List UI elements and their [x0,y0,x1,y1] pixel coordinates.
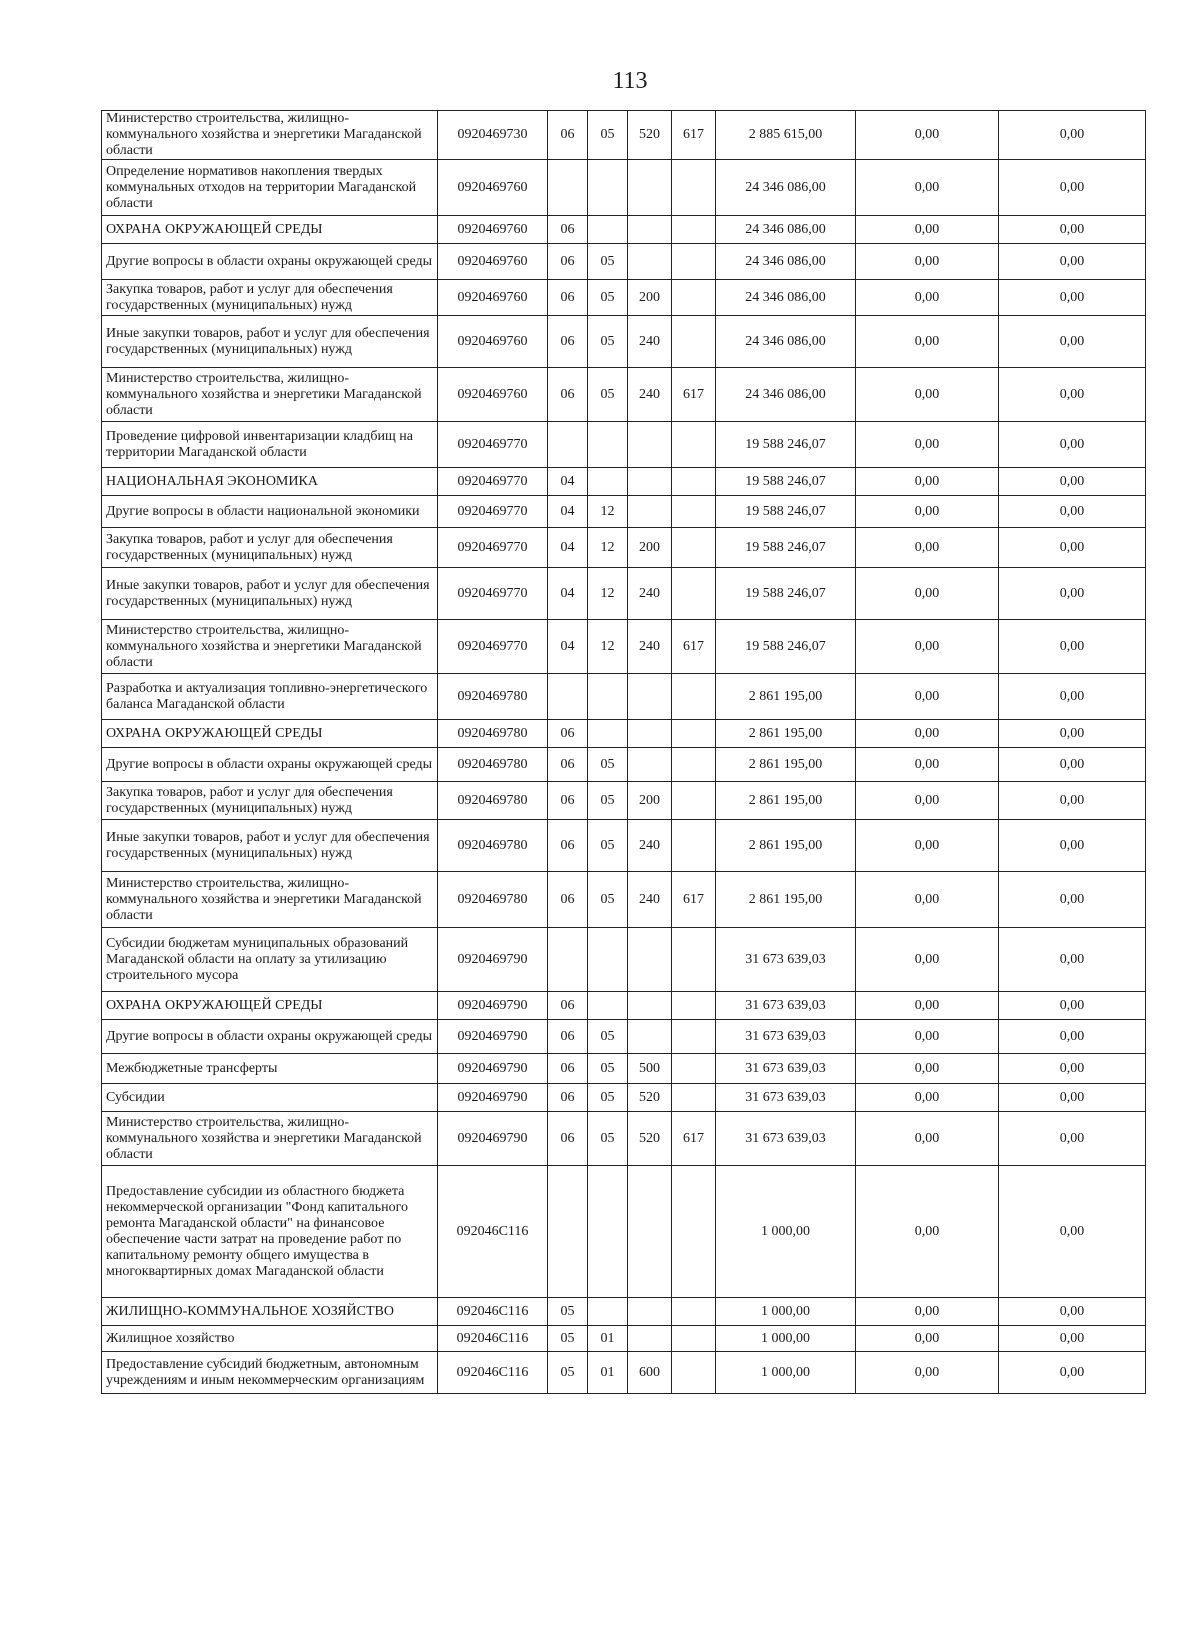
cell-name: НАЦИОНАЛЬНАЯ ЭКОНОМИКА [102,468,438,496]
budget-table [101,110,1146,1394]
cell-pr: 05 [588,1020,628,1054]
cell-rz [548,160,588,216]
cell-y2: 0,00 [856,468,999,496]
cell-y3: 0,00 [999,1298,1146,1326]
cell-name: Межбюджетные трансферты [102,1054,438,1084]
cell-vr [628,928,672,992]
cell-y3: 0,00 [999,1352,1146,1394]
cell-name: Другие вопросы в области охраны окружающей среды [102,244,438,280]
cell-gr [672,1084,716,1112]
cell-gr [672,244,716,280]
cell-pr [588,992,628,1020]
table-row [102,1298,1146,1326]
table-row [102,1352,1146,1394]
cell-y3: 0,00 [999,496,1146,528]
cell-pr: 01 [588,1352,628,1394]
cell-name: Закупка товаров, работ и услуг для обеспечения государственных (муниципальных) нужд [102,528,438,568]
cell-y3: 0,00 [999,748,1146,782]
cell-y3: 0,00 [999,1112,1146,1166]
cell-sum: 19 588 246,07 [716,568,856,620]
cell-y2: 0,00 [856,368,999,422]
cell-sum: 24 346 086,00 [716,216,856,244]
table-row [102,748,1146,782]
cell-code: 0920469770 [438,422,548,468]
cell-code: 0920469790 [438,1054,548,1084]
cell-gr: 617 [672,620,716,674]
cell-sum: 31 673 639,03 [716,1020,856,1054]
cell-name: Разработка и актуализация топливно-энергетического баланса Магаданской области [102,674,438,720]
cell-rz [548,674,588,720]
table-row [102,620,1146,674]
cell-pr: 05 [588,1112,628,1166]
cell-pr [588,216,628,244]
cell-sum: 24 346 086,00 [716,316,856,368]
table-row [102,422,1146,468]
cell-rz: 06 [548,992,588,1020]
cell-name: ОХРАНА ОКРУЖАЮЩЕЙ СРЕДЫ [102,992,438,1020]
cell-gr [672,720,716,748]
cell-name: Другие вопросы в области охраны окружающей среды [102,748,438,782]
cell-y3: 0,00 [999,216,1146,244]
table-row [102,1166,1146,1298]
cell-y2: 0,00 [856,1112,999,1166]
cell-vr [628,674,672,720]
table-row [102,496,1146,528]
cell-rz: 06 [548,368,588,422]
cell-vr [628,1326,672,1352]
cell-code: 0920469760 [438,244,548,280]
cell-vr [628,496,672,528]
cell-sum: 31 673 639,03 [716,1084,856,1112]
cell-vr [628,748,672,782]
cell-y3: 0,00 [999,368,1146,422]
cell-rz: 06 [548,1054,588,1084]
cell-code: 0920469780 [438,748,548,782]
cell-rz: 06 [548,720,588,748]
cell-sum: 24 346 086,00 [716,280,856,316]
table-row [102,280,1146,316]
cell-vr [628,216,672,244]
table-row [102,244,1146,280]
cell-vr: 600 [628,1352,672,1394]
cell-code: 0920469760 [438,216,548,244]
cell-vr: 520 [628,1112,672,1166]
table-row [102,1020,1146,1054]
cell-rz [548,422,588,468]
cell-rz: 04 [548,620,588,674]
cell-sum: 2 861 195,00 [716,782,856,820]
cell-gr [672,316,716,368]
cell-code: 0920469770 [438,496,548,528]
cell-name: Закупка товаров, работ и услуг для обеспечения государственных (муниципальных) нужд [102,280,438,316]
cell-code: 0920469770 [438,528,548,568]
cell-code: 092046С116 [438,1326,548,1352]
cell-name: Закупка товаров, работ и услуг для обеспечения государственных (муниципальных) нужд [102,782,438,820]
cell-y3: 0,00 [999,528,1146,568]
cell-rz: 06 [548,1084,588,1112]
cell-sum: 1 000,00 [716,1326,856,1352]
cell-y2: 0,00 [856,280,999,316]
cell-y3: 0,00 [999,720,1146,748]
cell-name: ЖИЛИЩНО-КОММУНАЛЬНОЕ ХОЗЯЙСТВО [102,1298,438,1326]
cell-vr: 200 [628,280,672,316]
cell-y3: 0,00 [999,872,1146,928]
table-row [102,528,1146,568]
cell-code: 0920469790 [438,1020,548,1054]
cell-pr [588,160,628,216]
cell-code: 0920469760 [438,368,548,422]
cell-vr [628,1020,672,1054]
cell-name: Другие вопросы в области национальной экономики [102,496,438,528]
cell-vr: 520 [628,111,672,160]
cell-sum: 31 673 639,03 [716,992,856,1020]
cell-code: 0920469770 [438,468,548,496]
cell-y2: 0,00 [856,1166,999,1298]
cell-rz: 06 [548,111,588,160]
table-row [102,316,1146,368]
cell-gr [672,468,716,496]
cell-vr: 240 [628,872,672,928]
cell-code: 0920469770 [438,620,548,674]
cell-rz: 06 [548,316,588,368]
cell-gr [672,748,716,782]
cell-pr: 05 [588,1054,628,1084]
cell-gr: 617 [672,1112,716,1166]
cell-y3: 0,00 [999,1020,1146,1054]
cell-gr [672,422,716,468]
cell-y3: 0,00 [999,782,1146,820]
cell-code: 0920469790 [438,992,548,1020]
cell-gr [672,216,716,244]
cell-sum: 19 588 246,07 [716,468,856,496]
cell-rz: 06 [548,782,588,820]
cell-name: Другие вопросы в области охраны окружающей среды [102,1020,438,1054]
table-row [102,992,1146,1020]
table-row [102,674,1146,720]
cell-code: 092046С116 [438,1298,548,1326]
cell-code: 0920469780 [438,872,548,928]
cell-vr [628,992,672,1020]
cell-sum: 24 346 086,00 [716,368,856,422]
cell-sum: 24 346 086,00 [716,160,856,216]
cell-rz [548,1166,588,1298]
cell-y2: 0,00 [856,620,999,674]
cell-y2: 0,00 [856,928,999,992]
cell-pr [588,1298,628,1326]
cell-sum: 19 588 246,07 [716,620,856,674]
cell-y3: 0,00 [999,422,1146,468]
cell-vr [628,1166,672,1298]
cell-rz: 06 [548,748,588,782]
cell-y2: 0,00 [856,1352,999,1394]
cell-name: Иные закупки товаров, работ и услуг для обеспечения государственных (муниципальных) нужд [102,820,438,872]
cell-vr: 500 [628,1054,672,1084]
cell-y2: 0,00 [856,111,999,160]
cell-sum: 19 588 246,07 [716,496,856,528]
cell-sum: 19 588 246,07 [716,422,856,468]
cell-y3: 0,00 [999,620,1146,674]
cell-code: 0920469790 [438,1112,548,1166]
cell-code: 0920469790 [438,1084,548,1112]
cell-pr: 05 [588,782,628,820]
cell-code: 0920469760 [438,280,548,316]
cell-name: Предоставление субсидий бюджетным, автономным учреждениям и иным некоммерческим организациям [102,1352,438,1394]
cell-vr: 240 [628,568,672,620]
cell-pr [588,468,628,496]
cell-y3: 0,00 [999,1326,1146,1352]
cell-rz: 06 [548,280,588,316]
cell-code: 0920469780 [438,782,548,820]
cell-name: Министерство строительства, жилищно-коммунального хозяйства и энергетики Магаданской области [102,111,438,160]
table-row [102,1326,1146,1352]
cell-vr: 240 [628,316,672,368]
cell-y2: 0,00 [856,1326,999,1352]
cell-rz: 05 [548,1352,588,1394]
cell-y3: 0,00 [999,1084,1146,1112]
cell-y2: 0,00 [856,1020,999,1054]
cell-gr [672,496,716,528]
table-row [102,216,1146,244]
cell-rz: 04 [548,568,588,620]
table-row [102,1084,1146,1112]
cell-y2: 0,00 [856,1084,999,1112]
cell-gr [672,280,716,316]
cell-sum: 1 000,00 [716,1298,856,1326]
cell-y2: 0,00 [856,244,999,280]
cell-pr [588,720,628,748]
cell-y2: 0,00 [856,1054,999,1084]
cell-code: 092046С116 [438,1166,548,1298]
table-row [102,368,1146,422]
cell-name: Определение нормативов накопления твердых коммунальных отходов на территории Магаданской области [102,160,438,216]
cell-pr: 12 [588,620,628,674]
cell-y2: 0,00 [856,528,999,568]
cell-pr: 05 [588,316,628,368]
table-row [102,720,1146,748]
cell-pr: 05 [588,748,628,782]
cell-sum: 1 000,00 [716,1352,856,1394]
cell-y3: 0,00 [999,992,1146,1020]
cell-sum: 31 673 639,03 [716,1112,856,1166]
cell-y3: 0,00 [999,674,1146,720]
cell-vr [628,160,672,216]
cell-vr [628,244,672,280]
cell-y2: 0,00 [856,782,999,820]
cell-vr: 240 [628,820,672,872]
cell-vr: 240 [628,620,672,674]
cell-y2: 0,00 [856,992,999,1020]
cell-name: Иные закупки товаров, работ и услуг для обеспечения государственных (муниципальных) нужд [102,316,438,368]
cell-y3: 0,00 [999,316,1146,368]
cell-pr [588,674,628,720]
cell-rz: 06 [548,244,588,280]
cell-gr: 617 [672,872,716,928]
cell-gr [672,1054,716,1084]
cell-pr: 05 [588,872,628,928]
table-row [102,820,1146,872]
cell-code: 0920469780 [438,720,548,748]
cell-pr: 05 [588,111,628,160]
cell-y2: 0,00 [856,422,999,468]
cell-sum: 2 861 195,00 [716,720,856,748]
cell-y2: 0,00 [856,160,999,216]
cell-name: Субсидии [102,1084,438,1112]
cell-name: Иные закупки товаров, работ и услуг для обеспечения государственных (муниципальных) нужд [102,568,438,620]
table-row [102,782,1146,820]
table-row [102,568,1146,620]
cell-y3: 0,00 [999,160,1146,216]
cell-gr [672,1326,716,1352]
table-row [102,872,1146,928]
cell-gr [672,928,716,992]
cell-y3: 0,00 [999,280,1146,316]
cell-rz: 04 [548,496,588,528]
cell-y2: 0,00 [856,216,999,244]
table-row [102,928,1146,992]
cell-y2: 0,00 [856,568,999,620]
cell-gr [672,782,716,820]
cell-vr [628,720,672,748]
cell-gr [672,568,716,620]
cell-vr [628,468,672,496]
cell-rz: 04 [548,468,588,496]
cell-rz: 06 [548,1020,588,1054]
cell-y2: 0,00 [856,316,999,368]
cell-pr [588,928,628,992]
cell-gr [672,820,716,872]
cell-name: ОХРАНА ОКРУЖАЮЩЕЙ СРЕДЫ [102,720,438,748]
cell-pr: 05 [588,280,628,316]
cell-code: 0920469730 [438,111,548,160]
cell-sum: 24 346 086,00 [716,244,856,280]
cell-vr [628,1298,672,1326]
cell-sum: 2 861 195,00 [716,748,856,782]
cell-sum: 2 861 195,00 [716,674,856,720]
cell-name: Министерство строительства, жилищно-коммунального хозяйства и энергетики Магаданской области [102,620,438,674]
cell-gr [672,1298,716,1326]
cell-rz: 06 [548,1112,588,1166]
cell-y2: 0,00 [856,674,999,720]
cell-vr: 200 [628,528,672,568]
cell-sum: 31 673 639,03 [716,1054,856,1084]
cell-y2: 0,00 [856,820,999,872]
cell-y3: 0,00 [999,1166,1146,1298]
cell-vr: 240 [628,368,672,422]
cell-y3: 0,00 [999,111,1146,160]
cell-name: Субсидии бюджетам муниципальных образований Магаданской области на оплату за утилизацию строительного мусора [102,928,438,992]
cell-name: Министерство строительства, жилищно-коммунального хозяйства и энергетики Магаданской области [102,1112,438,1166]
cell-pr: 05 [588,1084,628,1112]
cell-y3: 0,00 [999,1054,1146,1084]
cell-y2: 0,00 [856,720,999,748]
cell-y3: 0,00 [999,468,1146,496]
cell-rz: 06 [548,216,588,244]
cell-y3: 0,00 [999,244,1146,280]
table-row [102,111,1146,160]
cell-rz: 06 [548,872,588,928]
cell-gr [672,1020,716,1054]
cell-vr: 200 [628,782,672,820]
cell-sum: 1 000,00 [716,1166,856,1298]
cell-pr: 05 [588,820,628,872]
cell-rz: 05 [548,1326,588,1352]
table-row [102,1112,1146,1166]
cell-sum: 2 861 195,00 [716,872,856,928]
cell-rz [548,928,588,992]
cell-gr [672,160,716,216]
table-row [102,1054,1146,1084]
cell-code: 0920469780 [438,820,548,872]
cell-gr [672,1352,716,1394]
cell-code: 0920469790 [438,928,548,992]
cell-code: 0920469760 [438,160,548,216]
cell-pr: 05 [588,368,628,422]
cell-rz: 05 [548,1298,588,1326]
cell-pr: 12 [588,496,628,528]
cell-rz: 06 [548,820,588,872]
cell-y2: 0,00 [856,872,999,928]
table-row [102,468,1146,496]
cell-y2: 0,00 [856,496,999,528]
cell-sum: 31 673 639,03 [716,928,856,992]
cell-code: 092046С116 [438,1352,548,1394]
table-row [102,160,1146,216]
cell-y3: 0,00 [999,568,1146,620]
cell-name: Министерство строительства, жилищно-коммунального хозяйства и энергетики Магаданской области [102,872,438,928]
cell-y3: 0,00 [999,928,1146,992]
page-number: 113 [612,68,648,94]
cell-vr: 520 [628,1084,672,1112]
cell-gr [672,1166,716,1298]
cell-gr [672,528,716,568]
cell-pr: 01 [588,1326,628,1352]
cell-y2: 0,00 [856,1298,999,1326]
cell-name: ОХРАНА ОКРУЖАЮЩЕЙ СРЕДЫ [102,216,438,244]
cell-vr [628,422,672,468]
cell-code: 0920469760 [438,316,548,368]
cell-y2: 0,00 [856,748,999,782]
cell-sum: 19 588 246,07 [716,528,856,568]
cell-sum: 2 861 195,00 [716,820,856,872]
cell-code: 0920469780 [438,674,548,720]
cell-pr: 12 [588,568,628,620]
cell-code: 0920469770 [438,568,548,620]
cell-name: Жилищное хозяйство [102,1326,438,1352]
cell-name: Министерство строительства, жилищно-коммунального хозяйства и энергетики Магаданской области [102,368,438,422]
cell-gr: 617 [672,111,716,160]
cell-pr [588,422,628,468]
cell-pr: 05 [588,244,628,280]
cell-y3: 0,00 [999,820,1146,872]
cell-pr [588,1166,628,1298]
cell-rz: 04 [548,528,588,568]
cell-gr: 617 [672,368,716,422]
cell-name: Проведение цифровой инвентаризации кладбищ на территории Магаданской области [102,422,438,468]
cell-gr [672,674,716,720]
cell-gr [672,992,716,1020]
cell-sum: 2 885 615,00 [716,111,856,160]
cell-pr: 12 [588,528,628,568]
cell-name: Предоставление субсидии из областного бюджета некоммерческой организации "Фонд капитального ремонта Магаданской области" на финансовое обеспечение части затрат на проведение работ по капитальному ремонту общего имущества в многоквартирных домах Магаданской области [102,1166,438,1298]
